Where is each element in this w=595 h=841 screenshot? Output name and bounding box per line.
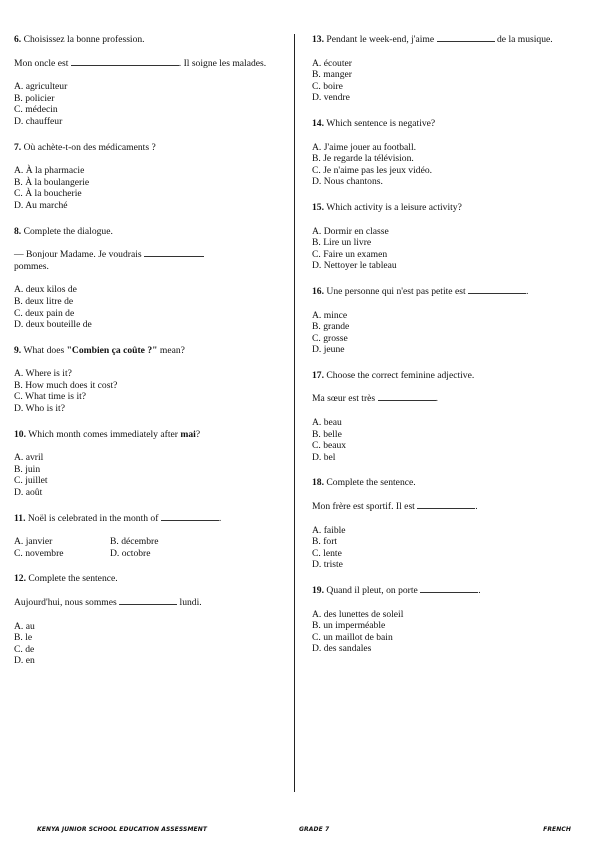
option[interactable]: C. grosse (312, 332, 348, 344)
question-8-stem: — Bonjour Madame. Je voudrais pommes. (14, 249, 278, 272)
option[interactable]: D. deux bouteille de (14, 319, 92, 331)
question-15-title: 15. Which activity is a leisure activity? (312, 201, 462, 213)
answer-blank (417, 507, 475, 509)
option[interactable]: C. Faire un examen (312, 248, 388, 260)
footer-subject: FRENCH (543, 826, 571, 833)
question-16-options (312, 310, 574, 356)
option[interactable]: C. deux pain de (14, 307, 75, 319)
question-11 (14, 513, 278, 560)
option[interactable]: A. des lunettes de soleil (312, 608, 404, 620)
answer-blank (420, 591, 478, 593)
option[interactable]: B. juin (14, 463, 41, 475)
answer-blank (119, 603, 177, 605)
option[interactable]: B. un imperméable (312, 620, 386, 632)
option[interactable]: D. chauffeur (14, 115, 63, 127)
answer-blank (378, 399, 436, 401)
option[interactable]: C. À la boucherie (14, 188, 82, 200)
question-8 (14, 226, 278, 331)
option[interactable]: D. Au marché (14, 199, 68, 211)
question-9-options (14, 368, 278, 414)
question-16-title: 16. Une personne qui n'est pas petite est . (312, 285, 529, 297)
question-18-stem: Mon frère est sportif. Il est . (312, 501, 478, 513)
question-13-title: 13. Pendant le week-end, j'aime de la musique. (312, 34, 553, 45)
option[interactable]: D. jeune (312, 344, 345, 356)
question-12-title: 12. Complete the sentence. (14, 573, 118, 585)
question-10-options (14, 452, 278, 498)
question-14 (312, 118, 574, 188)
question-10-title: 10. Which month comes immediately after mai? (14, 428, 201, 440)
question-10 (14, 429, 278, 499)
option[interactable]: A. deux kilos de (14, 284, 77, 296)
right-column (312, 34, 574, 655)
option[interactable]: A. beau (312, 417, 342, 429)
option[interactable]: A. mince (312, 309, 348, 321)
option[interactable]: C. boire (312, 80, 343, 92)
option[interactable]: D. triste (312, 559, 343, 571)
option[interactable]: A. au (14, 620, 35, 632)
left-column (14, 34, 278, 667)
option[interactable]: A. À la pharmacie (14, 165, 85, 177)
option[interactable]: D. Who is it? (14, 403, 65, 415)
option[interactable]: D. Nous chantons. (312, 176, 383, 188)
question-7-options (14, 165, 278, 211)
option[interactable]: B. grande (312, 321, 350, 333)
question-18-title: 18. Complete the sentence. (312, 477, 416, 489)
question-13 (312, 34, 574, 104)
question-19-options (312, 609, 574, 655)
option[interactable]: B. deux litre de (14, 295, 74, 307)
question-9 (14, 345, 278, 415)
question-8-title: 8. Complete the dialogue. (14, 225, 113, 237)
question-14-title: 14. Which sentence is negative? (312, 117, 436, 129)
option[interactable]: B. fort (312, 536, 338, 548)
question-8-options (14, 284, 278, 330)
column-divider (294, 34, 295, 792)
question-6-title: 6. Choisissez la bonne profession. (14, 34, 145, 45)
question-15 (312, 202, 574, 272)
option[interactable]: A. avril (14, 452, 44, 464)
option[interactable]: D. bel (312, 451, 336, 463)
question-17-title: 17. Choose the correct feminine adjective. (312, 369, 475, 381)
option[interactable]: D. août (14, 487, 43, 499)
option[interactable]: B. Je regarde la télévision. (312, 153, 414, 165)
question-11-options-row (14, 536, 278, 548)
question-11-title: 11. Noël is celebrated in the month of . (14, 512, 222, 524)
question-11-options-row (14, 548, 278, 560)
option[interactable]: D. vendre (312, 92, 350, 104)
option[interactable]: D. des sandales (312, 643, 372, 655)
option[interactable]: C. un maillot de bain (312, 631, 393, 643)
footer-exam-name: KENYA JUNIOR SCHOOL EDUCATION ASSESSMENT (37, 826, 208, 833)
question-17 (312, 370, 574, 464)
question-12-options (14, 621, 278, 667)
option[interactable]: A. agriculteur (14, 81, 68, 93)
option[interactable]: B. manger (312, 69, 352, 81)
answer-blank (144, 255, 204, 257)
option[interactable]: C. juillet (14, 475, 48, 487)
option[interactable]: B. décembre (110, 536, 159, 548)
option[interactable]: D. Nettoyer le tableau (312, 260, 397, 272)
option[interactable]: A. faible (312, 524, 346, 536)
option[interactable]: C. novembre (14, 547, 64, 559)
option[interactable]: C. de (14, 643, 35, 655)
option[interactable]: B. À la boulangerie (14, 176, 90, 188)
option[interactable]: B. policier (14, 92, 55, 104)
option[interactable]: D. en (14, 655, 35, 667)
option[interactable]: B. Lire un livre (312, 237, 372, 249)
question-9-title: 9. What does "Combien ça coûte ?" mean? (14, 344, 185, 356)
question-14-options (312, 142, 574, 188)
option[interactable]: B. le (14, 632, 33, 644)
option[interactable]: C. Je n'aime pas les jeux vidéo. (312, 164, 433, 176)
answer-blank (161, 519, 219, 521)
question-19 (312, 585, 574, 655)
option[interactable]: C. médecin (14, 104, 58, 116)
question-15-options (312, 226, 574, 272)
question-6-options (14, 81, 278, 127)
option[interactable]: C. lente (312, 547, 342, 559)
option[interactable]: C. What time is it? (14, 391, 87, 403)
option[interactable]: C. beaux (312, 440, 347, 452)
question-7 (14, 142, 278, 212)
question-17-options (312, 417, 574, 463)
question-18 (312, 477, 574, 571)
option[interactable]: D. octobre (110, 547, 151, 559)
question-18-options (312, 525, 574, 571)
option[interactable]: A. Where is it? (14, 368, 72, 380)
answer-blank (71, 64, 179, 66)
question-6 (14, 34, 278, 128)
option[interactable]: B. How much does it cost? (14, 379, 118, 391)
question-12 (14, 573, 278, 667)
option[interactable]: B. belle (312, 428, 342, 440)
option[interactable]: A. janvier (14, 536, 53, 548)
answer-blank (468, 292, 526, 294)
question-19-title: 19. Quand il pleut, on porte . (312, 585, 481, 596)
option[interactable]: A. écouter (312, 57, 352, 69)
answer-blank (437, 40, 495, 42)
question-6-stem: Mon oncle est . Il soigne les malades. (14, 57, 267, 69)
footer-grade: GRADE 7 (299, 826, 330, 833)
option[interactable]: A. J'aime jouer au football. (312, 141, 417, 153)
question-16 (312, 286, 574, 356)
question-13-options (312, 58, 574, 104)
question-7-title: 7. Où achète-t-on des médicaments ? (14, 141, 156, 153)
question-12-stem: Aujourd'hui, nous sommes lundi. (14, 597, 202, 608)
question-17-stem: Ma sœur est très . (312, 393, 438, 405)
option[interactable]: A. Dormir en classe (312, 225, 389, 237)
